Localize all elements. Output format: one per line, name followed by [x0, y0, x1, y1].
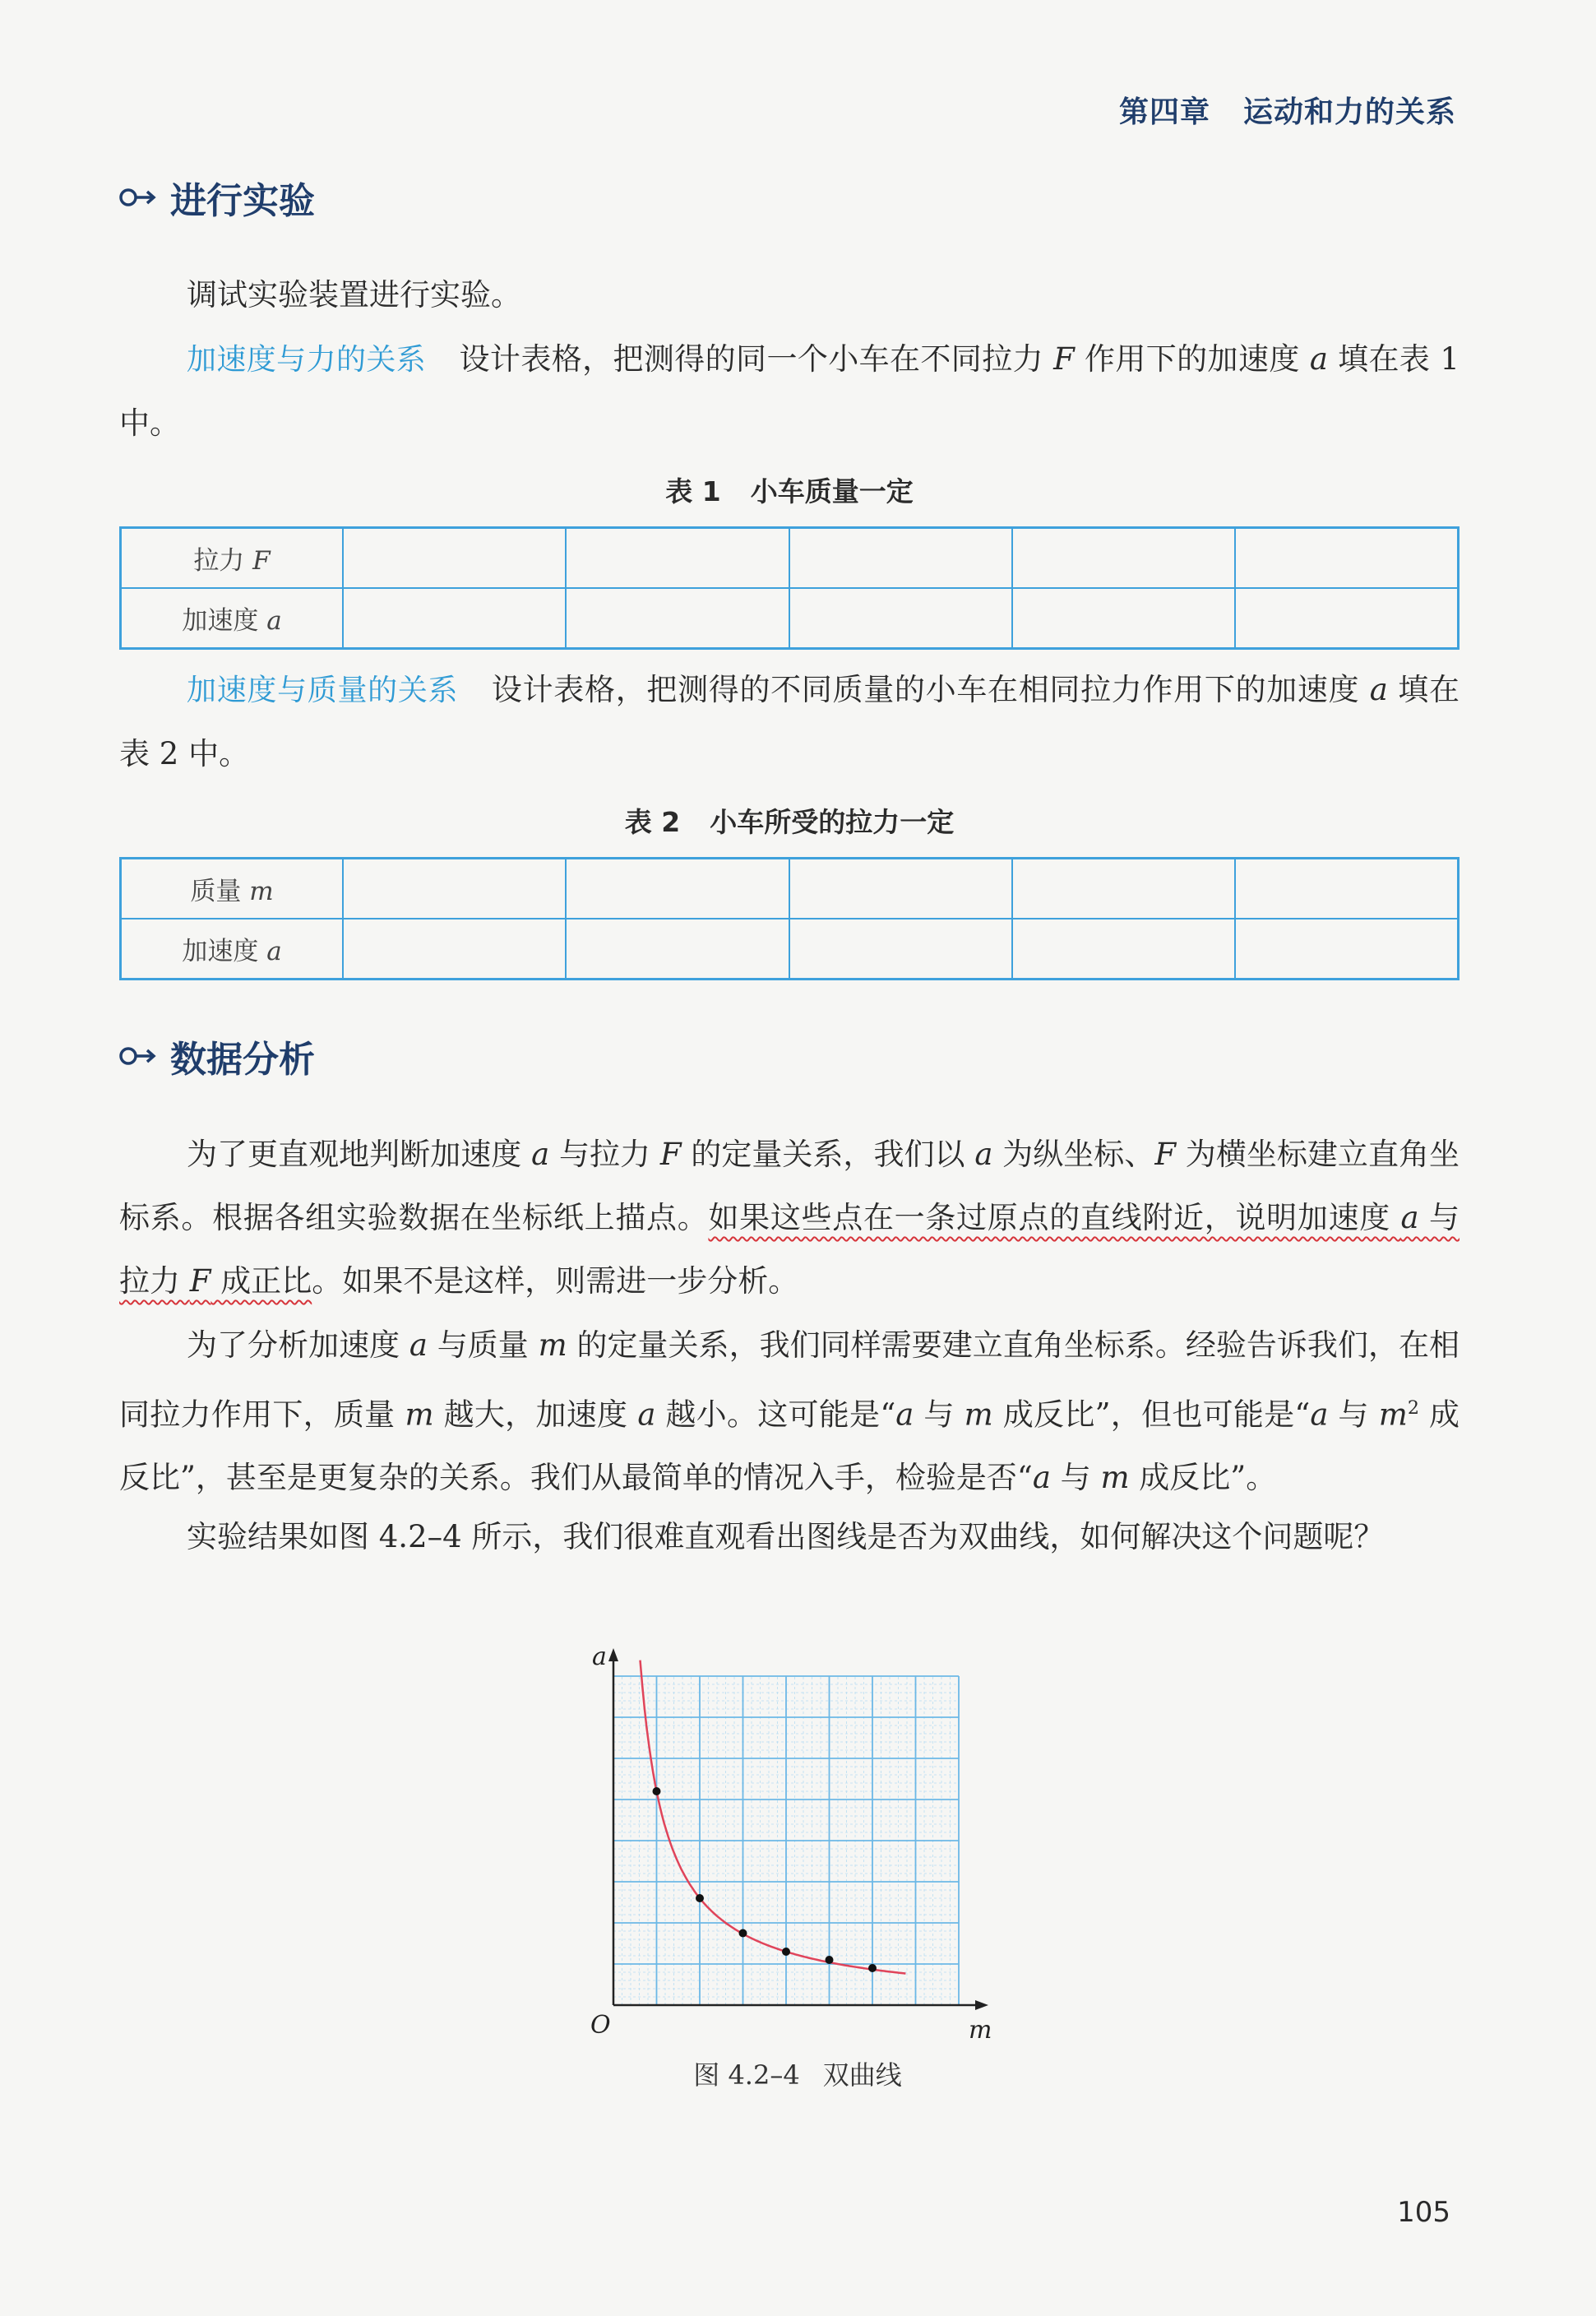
table-cell: [1235, 919, 1458, 980]
data-point: [653, 1787, 661, 1795]
section-heading-text: 进行实验: [170, 180, 315, 222]
figure-caption: 图 4.2–4 双曲线: [693, 2059, 902, 2091]
origin-label: O: [590, 2011, 611, 2040]
table-cell: [343, 588, 566, 649]
table-cell: [1235, 859, 1458, 919]
table-row: [121, 528, 1459, 589]
section-heading-text: 数据分析: [170, 1039, 315, 1081]
table-row: [121, 859, 1459, 919]
paragraph-mass-relation: 加速度与质量的关系 设计表格，把测得的不同质量的小车在相同拉力作用下的加速度 a 填在表 2 中。: [119, 672, 1460, 771]
table-cell: [1235, 588, 1458, 649]
data-point: [826, 1956, 834, 1964]
chapter-number: 第四章: [1118, 95, 1210, 129]
table2-caption: 表 2 小车所受的拉力一定: [624, 806, 955, 838]
chapter-title: 运动和力的关系: [1242, 95, 1456, 129]
table-cell: [1012, 919, 1235, 980]
table-cell: [789, 528, 1012, 589]
table-row-label: 拉力 F: [121, 528, 344, 589]
analysis-paragraph-3: 实验结果如图 4.2–4 所示，我们很难直观看出图线是否为双曲线，如何解决这个问题呢？: [187, 1519, 1385, 1554]
section-arrow-icon: [119, 1044, 159, 1068]
table-row: [121, 919, 1459, 980]
chapter-header: [1119, 89, 1456, 131]
hyperbola-curve: [641, 1661, 906, 1974]
analysis-paragraph-1: 为了更直观地判断加速度 a 与拉力 F 的定量关系，我们以 a 为纵坐标、F 为横坐标建立直角坐标系。根据各组实验数据在坐标纸上描点。如果这些点在一条过原点的直线附近，说明加速度 a 与拉力 F 成正比。如果不是这样，则需进一步分析。: [119, 1137, 1460, 1299]
x-axis-label: m: [969, 2016, 992, 2045]
analysis-paragraph-2: 为了分析加速度 a 与质量 m 的定量关系，我们同样需要建立直角坐标系。经验告诉我们，在相同拉力作用下，质量 m 越大，加速度 a 越小。这可能是“a 与 m 成反比”，但也可能是“a 与 $m^2$ 成反比”，甚至是更复杂的关系。我们从最简单的情况入手，检验是否“a 与 m 成反比”。: [119, 1327, 1460, 1496]
y-axis-label: a: [592, 1642, 607, 1671]
table-cell: [789, 919, 1012, 980]
table-cell: [789, 859, 1012, 919]
data-point: [868, 1964, 877, 1972]
data-point: [739, 1929, 747, 1938]
section-heading-experiment: [119, 171, 315, 224]
section-arrow-icon: [119, 185, 159, 210]
intro-paragraph: 调试实验装置进行实验。: [187, 277, 521, 313]
label-mass-relation: 加速度与质量的关系: [187, 674, 459, 707]
table-cell: [566, 528, 789, 589]
hyperbola-chart: [559, 1637, 1036, 2048]
table-cell: [1012, 528, 1235, 589]
table-cell: [789, 588, 1012, 649]
table-row-label: 加速度 a: [121, 919, 344, 980]
data-point: [696, 1894, 704, 1902]
table-cell: [1235, 528, 1458, 589]
table-cell: [343, 859, 566, 919]
table1: [119, 526, 1460, 650]
table-cell: [343, 528, 566, 589]
page-number: 105: [1397, 2196, 1450, 2229]
y-axis-arrow-icon: [608, 1648, 618, 1661]
table-cell: [1012, 859, 1235, 919]
table2: [119, 857, 1460, 980]
table-cell: [1012, 588, 1235, 649]
table-cell: [566, 919, 789, 980]
underlined-conclusion: 如果这些点在一条过原点的直线附近，说明加速度 a 与拉力 F 成正比: [119, 1200, 1460, 1299]
table-cell: [343, 919, 566, 980]
x-axis-arrow-icon: [975, 2000, 988, 2010]
table1-caption: 表 1 小车质量一定: [665, 475, 914, 507]
table-row-label: 质量 m: [121, 859, 344, 919]
section-heading-analysis: [119, 1030, 315, 1082]
label-force-relation: 加速度与力的关系: [187, 343, 427, 377]
table-cell: [566, 859, 789, 919]
table-cell: [566, 588, 789, 649]
table-row: [121, 588, 1459, 649]
data-point: [782, 1948, 790, 1956]
paragraph-force-relation: 加速度与力的关系 设计表格，把测得的同一个小车在不同拉力 F 作用下的加速度 a 填在表 1 中。: [119, 341, 1460, 441]
table-row-label: 加速度 a: [121, 588, 344, 649]
